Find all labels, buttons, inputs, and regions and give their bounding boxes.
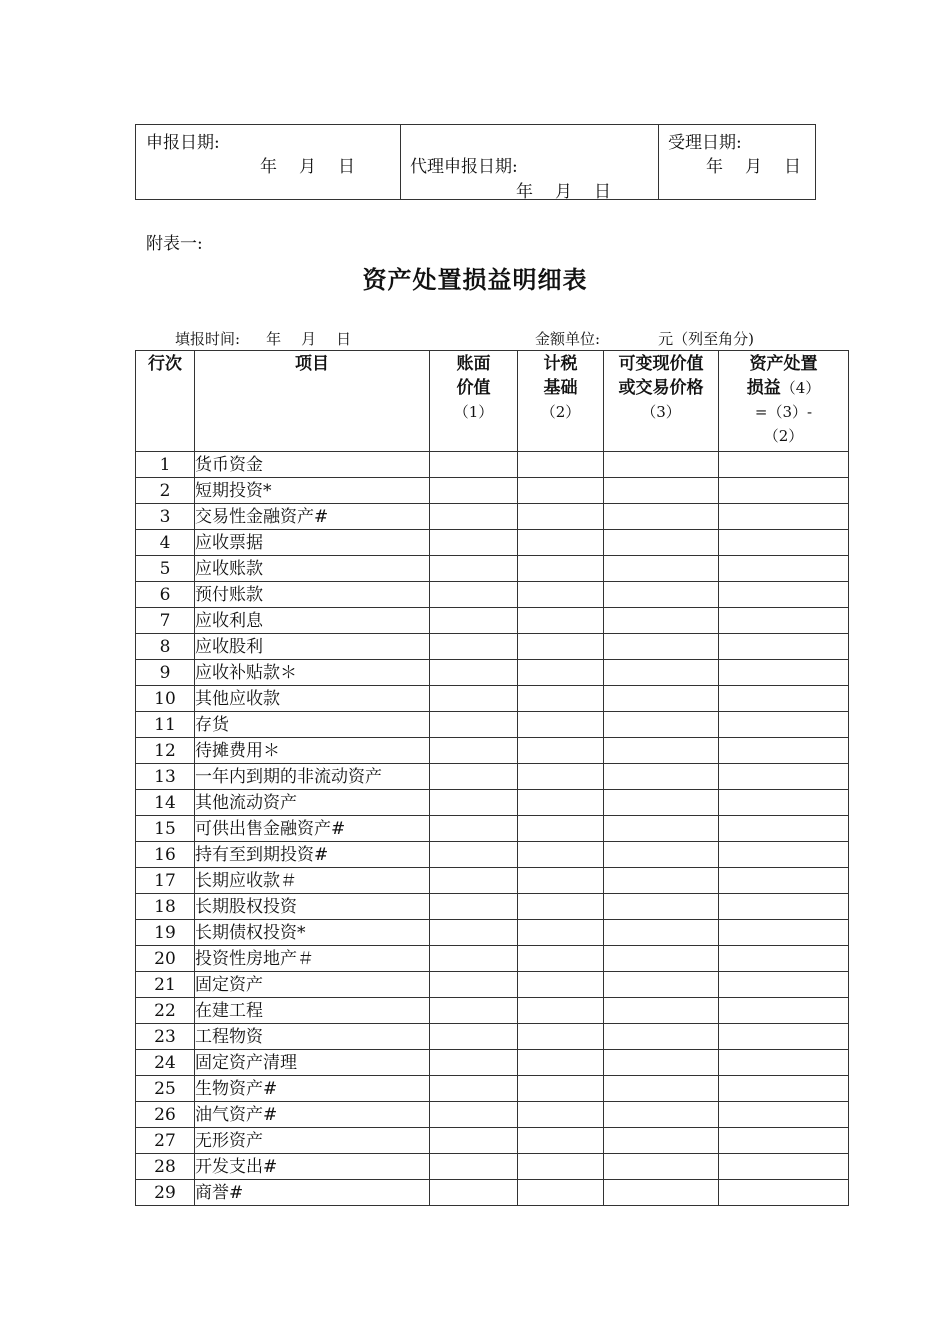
tax-basis-cell[interactable]: [518, 972, 604, 998]
tax-basis-cell[interactable]: [518, 582, 604, 608]
row-number: 11: [136, 712, 195, 738]
book-value-cell[interactable]: [430, 556, 518, 582]
row-item-name: 长期股权投资: [195, 894, 430, 920]
realizable-value-cell[interactable]: [604, 868, 719, 894]
accept-date-label: 受理日期:: [668, 133, 742, 153]
realizable-value-cell[interactable]: [604, 1050, 719, 1076]
row-number: 26: [136, 1102, 195, 1128]
row-item-name: 商誉#: [195, 1180, 430, 1206]
col-header-row-no: 行次: [136, 351, 195, 452]
day-label: 日: [784, 157, 801, 177]
book-value-cell[interactable]: [430, 530, 518, 556]
table-row: [136, 582, 849, 608]
row-number: 12: [136, 738, 195, 764]
gain-loss-cell[interactable]: [719, 946, 849, 972]
gain-loss-cell[interactable]: [719, 1154, 849, 1180]
agent-date-ymd: [516, 177, 611, 202]
row-item-name: 无形资产: [195, 1128, 430, 1154]
amount-unit: [535, 328, 754, 349]
row-number: 27: [136, 1128, 195, 1154]
gain-loss-cell[interactable]: [719, 1076, 849, 1102]
gain-loss-cell[interactable]: [719, 868, 849, 894]
realizable-value-cell[interactable]: [604, 1024, 719, 1050]
row-item-name: 油气资产#: [195, 1102, 430, 1128]
table-row: [136, 478, 849, 504]
gain-loss-cell[interactable]: [719, 582, 849, 608]
table-row: [136, 504, 849, 530]
gain-loss-cell[interactable]: [719, 1050, 849, 1076]
book-value-cell[interactable]: [430, 1128, 518, 1154]
gain-loss-cell[interactable]: [719, 1180, 849, 1206]
realizable-value-cell[interactable]: [604, 842, 719, 868]
declare-date-label: 申报日期:: [146, 133, 220, 153]
realizable-value-cell[interactable]: [604, 790, 719, 816]
row-number: 16: [136, 842, 195, 868]
realizable-value-cell[interactable]: [604, 452, 719, 478]
col-header-tax-basis: 计税 基础 （2）: [518, 351, 604, 452]
table-row: [136, 686, 849, 712]
fill-time-label: 填报时间:: [175, 330, 241, 348]
table-row: [136, 1076, 849, 1102]
gain-loss-cell[interactable]: [719, 790, 849, 816]
year-label: 年: [516, 182, 533, 202]
gain-loss-cell[interactable]: [719, 608, 849, 634]
tax-basis-cell[interactable]: [518, 920, 604, 946]
tax-basis-cell[interactable]: [518, 842, 604, 868]
agent-date-cell: [401, 125, 659, 202]
row-number: 20: [136, 946, 195, 972]
realizable-value-cell[interactable]: [604, 1180, 719, 1206]
row-item-name: 在建工程: [195, 998, 430, 1024]
month-label: 月: [299, 157, 316, 177]
fill-time: [175, 328, 351, 349]
gain-loss-cell[interactable]: [719, 1102, 849, 1128]
col-header-item: 项目: [195, 351, 430, 452]
table-row: [136, 816, 849, 842]
book-value-cell[interactable]: [430, 712, 518, 738]
row-item-name: 应收补贴款＊: [195, 660, 430, 686]
year-label: 年: [260, 157, 277, 177]
book-value-cell[interactable]: [430, 582, 518, 608]
row-item-name: 一年内到期的非流动资产: [195, 764, 430, 790]
declare-date-ymd: [260, 152, 355, 177]
book-value-cell[interactable]: [430, 868, 518, 894]
realizable-value-cell[interactable]: [604, 608, 719, 634]
table-row: [136, 894, 849, 920]
table-row: [136, 712, 849, 738]
book-value-cell[interactable]: [430, 660, 518, 686]
table-row: [136, 1102, 849, 1128]
col-header-book-value: 账面 价值 （1）: [430, 351, 518, 452]
row-item-name: 待摊费用＊: [195, 738, 430, 764]
row-number: 21: [136, 972, 195, 998]
row-number: 7: [136, 608, 195, 634]
tax-basis-cell[interactable]: [518, 868, 604, 894]
row-item-name: 长期应收款＃: [195, 868, 430, 894]
gain-loss-cell[interactable]: [719, 478, 849, 504]
row-item-name: 持有至到期投资#: [195, 842, 430, 868]
row-number: 24: [136, 1050, 195, 1076]
table-row: [136, 764, 849, 790]
row-number: 2: [136, 478, 195, 504]
day-label: 日: [594, 182, 611, 202]
realizable-value-cell[interactable]: [604, 1128, 719, 1154]
row-item-name: 短期投资*: [195, 478, 430, 504]
table-row: [136, 1128, 849, 1154]
row-number: 4: [136, 530, 195, 556]
asset-disposal-table: [135, 350, 849, 1206]
month-label: 月: [745, 157, 762, 177]
realizable-value-cell[interactable]: [604, 998, 719, 1024]
realizable-value-cell[interactable]: [604, 1154, 719, 1180]
row-item-name: 固定资产: [195, 972, 430, 998]
gain-loss-cell[interactable]: [719, 894, 849, 920]
tax-basis-cell[interactable]: [518, 764, 604, 790]
row-item-name: 固定资产清理: [195, 1050, 430, 1076]
row-item-name: 货币资金: [195, 452, 430, 478]
realizable-value-cell[interactable]: [604, 972, 719, 998]
row-item-name: 应收利息: [195, 608, 430, 634]
realizable-value-cell[interactable]: [604, 478, 719, 504]
day-label: 日: [338, 157, 355, 177]
row-item-name: 可供出售金融资产#: [195, 816, 430, 842]
gain-loss-cell[interactable]: [719, 1024, 849, 1050]
gain-loss-cell[interactable]: [719, 660, 849, 686]
gain-loss-cell[interactable]: [719, 686, 849, 712]
book-value-cell[interactable]: [430, 920, 518, 946]
row-item-name: 工程物资: [195, 1024, 430, 1050]
book-value-cell[interactable]: [430, 608, 518, 634]
book-value-cell[interactable]: [430, 478, 518, 504]
table-row: [136, 608, 849, 634]
tax-basis-cell[interactable]: [518, 998, 604, 1024]
tax-basis-cell[interactable]: [518, 660, 604, 686]
row-number: 3: [136, 504, 195, 530]
agent-date-label: 代理申报日期:: [410, 157, 518, 177]
table-row: [136, 1180, 849, 1206]
book-value-cell[interactable]: [430, 1154, 518, 1180]
fill-time-day: 日: [336, 330, 352, 348]
row-item-name: 长期债权投资*: [195, 920, 430, 946]
row-item-name: 其他流动资产: [195, 790, 430, 816]
date-box: [135, 124, 816, 200]
accept-date-cell: [659, 125, 815, 199]
tax-basis-cell[interactable]: [518, 1154, 604, 1180]
row-number: 18: [136, 894, 195, 920]
book-value-cell[interactable]: [430, 1076, 518, 1102]
book-value-cell[interactable]: [430, 1050, 518, 1076]
table-row: [136, 946, 849, 972]
gain-loss-cell[interactable]: [719, 634, 849, 660]
declare-date-cell: [136, 125, 401, 199]
fill-time-year: 年: [266, 330, 282, 348]
tax-basis-cell[interactable]: [518, 894, 604, 920]
table-row: [136, 790, 849, 816]
book-value-cell[interactable]: [430, 686, 518, 712]
year-label: 年: [706, 157, 723, 177]
tax-basis-cell[interactable]: [518, 686, 604, 712]
col-header-realizable-value: 可变现价值 或交易价格 （3）: [604, 351, 719, 452]
table-row: [136, 530, 849, 556]
gain-loss-cell[interactable]: [719, 972, 849, 998]
book-value-cell[interactable]: [430, 894, 518, 920]
realizable-value-cell[interactable]: [604, 1102, 719, 1128]
row-item-name: 交易性金融资产#: [195, 504, 430, 530]
row-item-name: 存货: [195, 712, 430, 738]
tax-basis-cell[interactable]: [518, 1024, 604, 1050]
row-number: 29: [136, 1180, 195, 1206]
table-row: [136, 660, 849, 686]
tax-basis-cell[interactable]: [518, 1128, 604, 1154]
row-number: 22: [136, 998, 195, 1024]
accept-date-ymd: [706, 152, 801, 177]
row-number: 19: [136, 920, 195, 946]
amount-unit-value: 元（列至角分): [658, 330, 754, 348]
realizable-value-cell[interactable]: [604, 738, 719, 764]
table-row: [136, 1050, 849, 1076]
table-header-row: [136, 351, 849, 452]
row-number: 1: [136, 452, 195, 478]
book-value-cell[interactable]: [430, 764, 518, 790]
realizable-value-cell[interactable]: [604, 764, 719, 790]
row-number: 23: [136, 1024, 195, 1050]
book-value-cell[interactable]: [430, 1024, 518, 1050]
gain-loss-cell[interactable]: [719, 842, 849, 868]
table-row: [136, 972, 849, 998]
book-value-cell[interactable]: [430, 504, 518, 530]
table-row: [136, 738, 849, 764]
book-value-cell[interactable]: [430, 998, 518, 1024]
tax-basis-cell[interactable]: [518, 790, 604, 816]
table-row: [136, 634, 849, 660]
row-item-name: 投资性房地产＃: [195, 946, 430, 972]
gain-loss-cell[interactable]: [719, 452, 849, 478]
tax-basis-cell[interactable]: [518, 634, 604, 660]
gain-loss-cell[interactable]: [719, 764, 849, 790]
tax-basis-cell[interactable]: [518, 556, 604, 582]
realizable-value-cell[interactable]: [604, 582, 719, 608]
realizable-value-cell[interactable]: [604, 920, 719, 946]
realizable-value-cell[interactable]: [604, 894, 719, 920]
month-label: 月: [555, 182, 572, 202]
realizable-value-cell[interactable]: [604, 946, 719, 972]
tax-basis-cell[interactable]: [518, 452, 604, 478]
realizable-value-cell[interactable]: [604, 1076, 719, 1102]
book-value-cell[interactable]: [430, 1180, 518, 1206]
row-number: 13: [136, 764, 195, 790]
table-row: [136, 998, 849, 1024]
tax-basis-cell[interactable]: [518, 1050, 604, 1076]
row-number: 17: [136, 868, 195, 894]
row-number: 28: [136, 1154, 195, 1180]
tax-basis-cell[interactable]: [518, 946, 604, 972]
row-number: 6: [136, 582, 195, 608]
table-row: [136, 868, 849, 894]
realizable-value-cell[interactable]: [604, 504, 719, 530]
table-row: [136, 556, 849, 582]
row-number: 8: [136, 634, 195, 660]
page-title: 资产处置损益明细表: [362, 265, 588, 294]
realizable-value-cell[interactable]: [604, 634, 719, 660]
book-value-cell[interactable]: [430, 634, 518, 660]
row-item-name: 其他应收款: [195, 686, 430, 712]
table-row: [136, 1154, 849, 1180]
row-number: 5: [136, 556, 195, 582]
row-item-name: 应收票据: [195, 530, 430, 556]
amount-unit-label: 金额单位:: [535, 330, 601, 348]
row-number: 15: [136, 816, 195, 842]
book-value-cell[interactable]: [430, 842, 518, 868]
gain-loss-cell[interactable]: [719, 998, 849, 1024]
table-row: [136, 452, 849, 478]
table-body: [136, 452, 849, 1206]
row-number: 14: [136, 790, 195, 816]
row-number: 25: [136, 1076, 195, 1102]
tax-basis-cell[interactable]: [518, 712, 604, 738]
row-item-name: 生物资产#: [195, 1076, 430, 1102]
tax-basis-cell[interactable]: [518, 478, 604, 504]
realizable-value-cell[interactable]: [604, 816, 719, 842]
book-value-cell[interactable]: [430, 816, 518, 842]
gain-loss-cell[interactable]: [719, 530, 849, 556]
gain-loss-cell[interactable]: [719, 816, 849, 842]
realizable-value-cell[interactable]: [604, 712, 719, 738]
tax-basis-cell[interactable]: [518, 816, 604, 842]
gain-loss-cell[interactable]: [719, 1128, 849, 1154]
row-item-name: 应收账款: [195, 556, 430, 582]
book-value-cell[interactable]: [430, 452, 518, 478]
row-item-name: 开发支出#: [195, 1154, 430, 1180]
table-row: [136, 1024, 849, 1050]
book-value-cell[interactable]: [430, 972, 518, 998]
gain-loss-cell[interactable]: [719, 738, 849, 764]
tax-basis-cell[interactable]: [518, 738, 604, 764]
row-number: 10: [136, 686, 195, 712]
tax-basis-cell[interactable]: [518, 530, 604, 556]
row-item-name: 预付账款: [195, 582, 430, 608]
book-value-cell[interactable]: [430, 790, 518, 816]
fill-time-month: 月: [301, 330, 317, 348]
gain-loss-cell[interactable]: [719, 504, 849, 530]
appendix-label: 附表一:: [146, 234, 203, 254]
tax-basis-cell[interactable]: [518, 1180, 604, 1206]
book-value-cell[interactable]: [430, 946, 518, 972]
tax-basis-cell[interactable]: [518, 608, 604, 634]
gain-loss-cell[interactable]: [719, 556, 849, 582]
row-item-name: 应收股利: [195, 634, 430, 660]
realizable-value-cell[interactable]: [604, 556, 719, 582]
realizable-value-cell[interactable]: [604, 660, 719, 686]
gain-loss-cell[interactable]: [719, 920, 849, 946]
row-number: 9: [136, 660, 195, 686]
table-row: [136, 842, 849, 868]
tax-basis-cell[interactable]: [518, 1102, 604, 1128]
gain-loss-cell[interactable]: [719, 712, 849, 738]
col-header-disposal-gain-loss: 资产处置 损益（4） =（3）- （2）: [719, 351, 849, 452]
realizable-value-cell[interactable]: [604, 686, 719, 712]
tax-basis-cell[interactable]: [518, 504, 604, 530]
realizable-value-cell[interactable]: [604, 530, 719, 556]
book-value-cell[interactable]: [430, 738, 518, 764]
table-row: [136, 920, 849, 946]
tax-basis-cell[interactable]: [518, 1076, 604, 1102]
book-value-cell[interactable]: [430, 1102, 518, 1128]
